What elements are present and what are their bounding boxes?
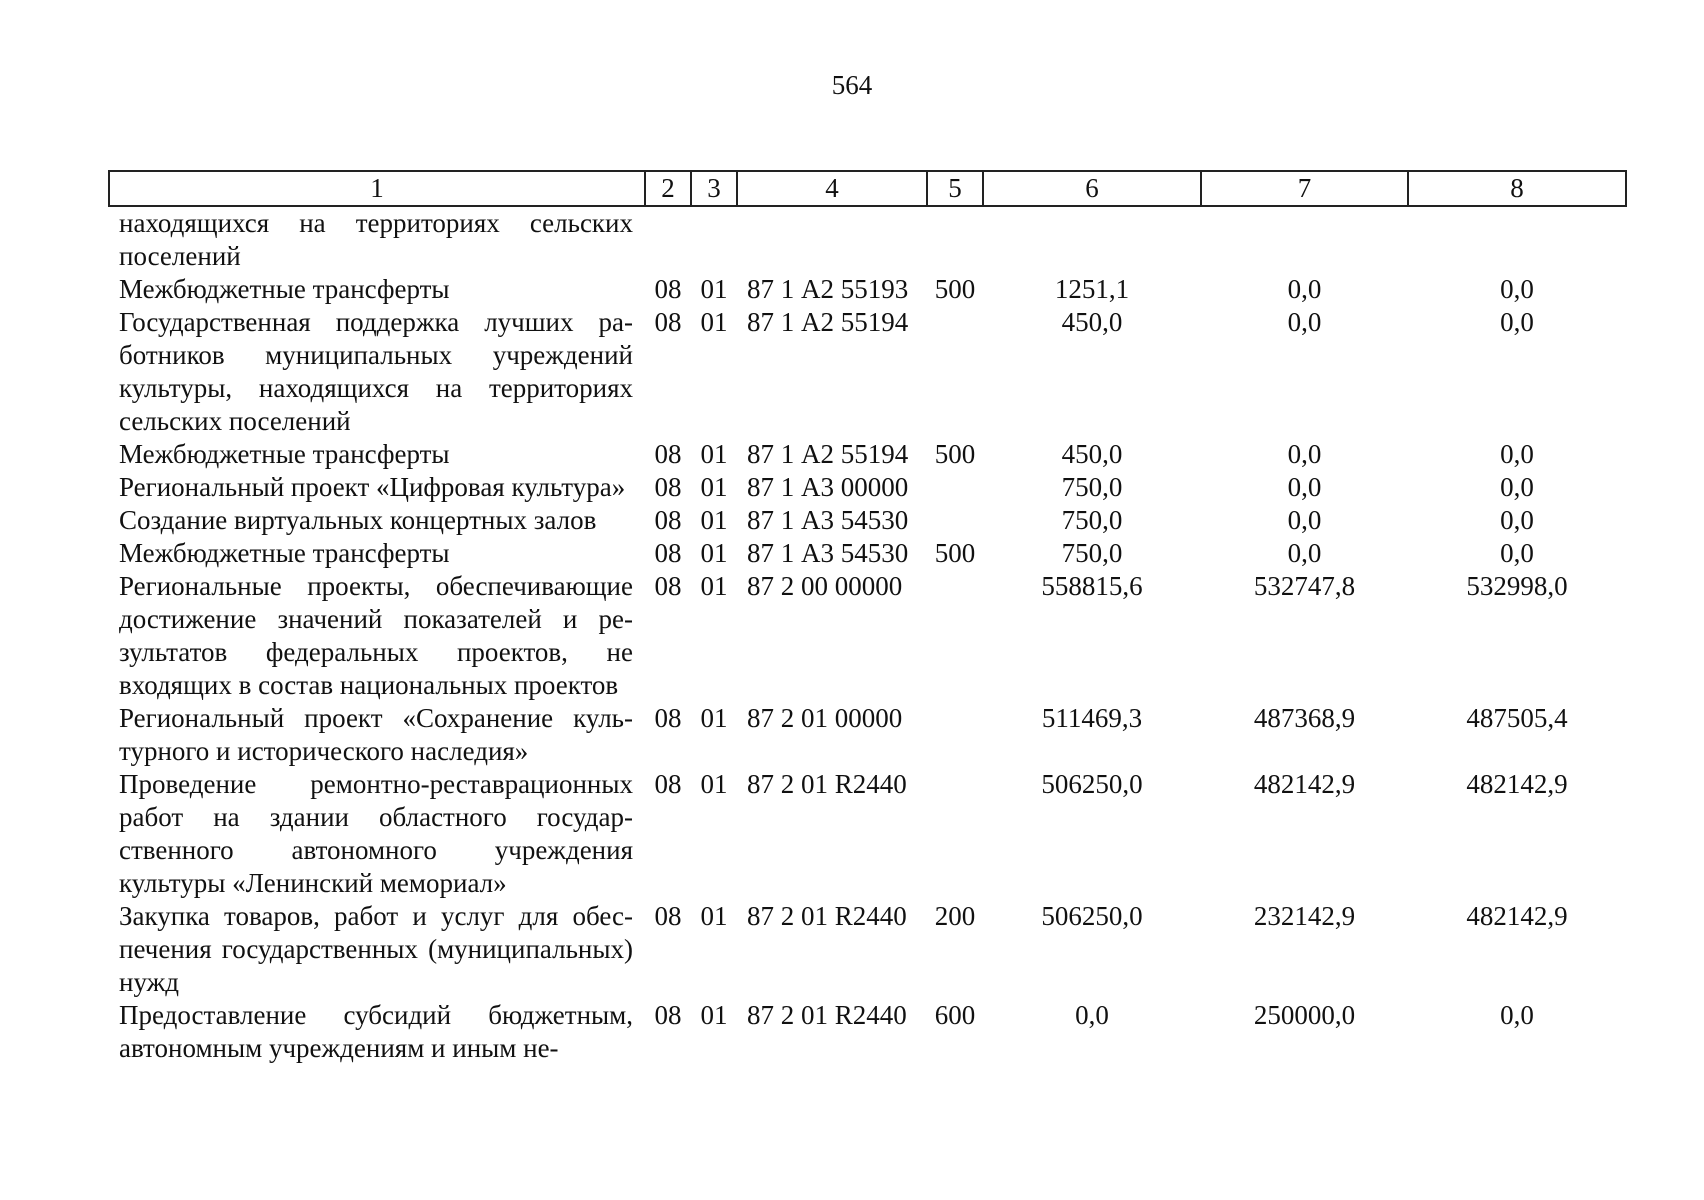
row-name: Региональные проекты, обеспечивающие достижение значений показателей и результатов федеральных проектов, не входящих в состав национальных проектов bbox=[119, 571, 633, 700]
row-amount-col8: 487505,4 bbox=[1466, 703, 1568, 733]
header-col-8: 8 bbox=[1408, 171, 1626, 206]
row-amount-col6: 450,0 bbox=[1061, 439, 1123, 469]
budget-table bbox=[108, 170, 1627, 1065]
row-expense-type bbox=[927, 702, 983, 768]
table-row bbox=[109, 570, 1626, 702]
row-target-article bbox=[737, 206, 927, 273]
row-expense-type: 500 bbox=[934, 538, 976, 568]
row-section: 08 bbox=[654, 307, 682, 337]
row-name: Предоставление субсидий бюджетным, автономным учреждениям и иным не- bbox=[119, 1000, 633, 1063]
table-row bbox=[109, 768, 1626, 900]
row-section: 08 bbox=[654, 769, 682, 799]
row-amount-col6: 750,0 bbox=[1061, 505, 1123, 535]
row-amount-col7: 482142,9 bbox=[1253, 769, 1356, 799]
row-subsection: 01 bbox=[700, 703, 728, 733]
row-amount-col8: 0,0 bbox=[1500, 505, 1534, 535]
row-expense-type: 200 bbox=[934, 901, 976, 931]
table-row bbox=[109, 438, 1626, 471]
row-section: 08 bbox=[654, 274, 682, 304]
row-subsection: 01 bbox=[700, 274, 728, 304]
row-amount-col6: 558815,6 bbox=[1041, 571, 1143, 601]
row-amount-col7: 0,0 bbox=[1287, 307, 1322, 337]
row-amount-col6: 0,0 bbox=[1075, 1000, 1109, 1030]
row-target-article: 87 1 А3 00000 bbox=[747, 472, 909, 502]
row-amount-col8: 482142,9 bbox=[1466, 769, 1568, 799]
row-amount-col8: 482142,9 bbox=[1466, 901, 1568, 931]
header-col-3: 3 bbox=[691, 171, 737, 206]
row-target-article: 87 1 А3 54530 bbox=[747, 538, 909, 568]
row-section: 08 bbox=[654, 472, 682, 502]
row-amount-col6: 750,0 bbox=[1061, 538, 1123, 568]
row-name: Создание виртуальных концертных залов bbox=[119, 505, 597, 535]
row-target-article: 87 2 01 R2440 bbox=[747, 1000, 907, 1030]
row-subsection: 01 bbox=[700, 538, 728, 568]
row-name: Региональный проект «Цифровая культура» bbox=[119, 472, 626, 502]
row-amount-col6: 1251,1 bbox=[1054, 274, 1130, 304]
row-subsection: 01 bbox=[700, 472, 728, 502]
table-row bbox=[109, 504, 1626, 537]
table-header bbox=[109, 171, 1626, 206]
row-amount-col7: 0,0 bbox=[1287, 439, 1322, 469]
row-section: 08 bbox=[654, 901, 682, 931]
row-amount-col8: 0,0 bbox=[1500, 439, 1534, 469]
row-expense-type bbox=[927, 471, 983, 504]
row-expense-type: 600 bbox=[934, 1000, 976, 1030]
table-row bbox=[109, 273, 1626, 306]
row-name: Региональный проект «Сохранение культурного и исторического наследия» bbox=[119, 703, 633, 766]
row-amount-col7: 0,0 bbox=[1287, 505, 1322, 535]
table-row bbox=[109, 206, 1626, 273]
row-subsection: 01 bbox=[700, 307, 728, 337]
header-col-7: 7 bbox=[1201, 171, 1408, 206]
table-row bbox=[109, 537, 1626, 570]
row-amount-col8: 0,0 bbox=[1500, 1000, 1534, 1030]
row-expense-type: 500 bbox=[934, 439, 976, 469]
row-section: 08 bbox=[654, 538, 682, 568]
row-name: Межбюджетные трансферты bbox=[119, 439, 450, 469]
row-amount-col8: 0,0 bbox=[1500, 538, 1534, 568]
page-number: 564 bbox=[831, 70, 873, 100]
row-target-article: 87 2 00 00000 bbox=[747, 571, 903, 601]
row-name: Закупка товаров, работ и услуг для обеспечения государственных (муниципальных) нужд bbox=[119, 901, 633, 997]
row-subsection: 01 bbox=[700, 505, 728, 535]
header-col-2: 2 bbox=[645, 171, 691, 206]
table-row bbox=[109, 306, 1626, 438]
row-section bbox=[645, 206, 691, 273]
row-expense-type bbox=[927, 768, 983, 900]
row-amount-col7: 487368,9 bbox=[1253, 703, 1356, 733]
row-subsection: 01 bbox=[700, 1000, 728, 1030]
row-subsection: 01 bbox=[700, 571, 728, 601]
row-expense-type bbox=[927, 504, 983, 537]
row-amount-col6 bbox=[983, 206, 1201, 273]
row-section: 08 bbox=[654, 505, 682, 535]
row-section: 08 bbox=[654, 571, 682, 601]
row-section: 08 bbox=[654, 1000, 682, 1030]
row-target-article: 87 1 А2 55193 bbox=[747, 274, 909, 304]
row-expense-type: 500 bbox=[934, 274, 976, 304]
row-amount-col6: 450,0 bbox=[1061, 307, 1123, 337]
budget-table-container bbox=[108, 170, 1625, 1065]
row-amount-col6: 506250,0 bbox=[1041, 769, 1143, 799]
table-row bbox=[109, 702, 1626, 768]
row-amount-col6: 511469,3 bbox=[1041, 703, 1143, 733]
row-name: Межбюджетные трансферты bbox=[119, 274, 450, 304]
header-col-6: 6 bbox=[983, 171, 1201, 206]
row-name: Государственная поддержка лучших работников муниципальных учреждений культуры, находящихся на территориях сельских поселений bbox=[119, 307, 633, 436]
row-amount-col6: 506250,0 bbox=[1041, 901, 1143, 931]
table-row bbox=[109, 900, 1626, 999]
row-section: 08 bbox=[654, 439, 682, 469]
row-amount-col6: 750,0 bbox=[1061, 472, 1123, 502]
row-subsection: 01 bbox=[700, 769, 728, 799]
table-row bbox=[109, 999, 1626, 1065]
header-row bbox=[109, 171, 1626, 206]
row-section: 08 bbox=[654, 703, 682, 733]
row-amount-col8 bbox=[1408, 206, 1626, 273]
row-name: Проведение ремонтно-реставрационных работ на здании областного государственного автономного учреждения культуры «Ленинский мемориал» bbox=[119, 769, 633, 898]
row-expense-type bbox=[927, 306, 983, 438]
row-amount-col7: 0,0 bbox=[1287, 472, 1322, 502]
row-amount-col7: 0,0 bbox=[1287, 538, 1322, 568]
row-expense-type bbox=[927, 570, 983, 702]
row-amount-col7 bbox=[1201, 206, 1408, 273]
row-amount-col7: 250000,0 bbox=[1253, 1000, 1356, 1030]
row-target-article: 87 2 01 R2440 bbox=[747, 769, 907, 799]
row-name: Межбюджетные трансферты bbox=[119, 538, 450, 568]
row-subsection: 01 bbox=[700, 901, 728, 931]
header-col-4: 4 bbox=[737, 171, 927, 206]
row-amount-col7: 0,0 bbox=[1287, 274, 1322, 304]
row-target-article: 87 1 А2 55194 bbox=[747, 307, 909, 337]
row-amount-col7: 232142,9 bbox=[1253, 901, 1356, 931]
row-target-article: 87 1 А2 55194 bbox=[747, 439, 909, 469]
table-row bbox=[109, 471, 1626, 504]
row-amount-col8: 0,0 bbox=[1500, 274, 1534, 304]
row-amount-col8: 532998,0 bbox=[1466, 571, 1568, 601]
row-amount-col8: 0,0 bbox=[1500, 472, 1534, 502]
row-amount-col7: 532747,8 bbox=[1253, 571, 1356, 601]
row-name: находящихся на территориях сельских поселений bbox=[119, 208, 633, 271]
row-amount-col8: 0,0 bbox=[1500, 307, 1534, 337]
row-target-article: 87 2 01 00000 bbox=[747, 703, 903, 733]
header-col-1: 1 bbox=[109, 171, 645, 206]
row-target-article: 87 1 А3 54530 bbox=[747, 505, 909, 535]
row-target-article: 87 2 01 R2440 bbox=[747, 901, 907, 931]
row-subsection: 01 bbox=[700, 439, 728, 469]
header-col-5: 5 bbox=[927, 171, 983, 206]
row-subsection bbox=[691, 206, 737, 273]
table-body bbox=[109, 206, 1626, 1065]
row-expense-type bbox=[927, 206, 983, 273]
